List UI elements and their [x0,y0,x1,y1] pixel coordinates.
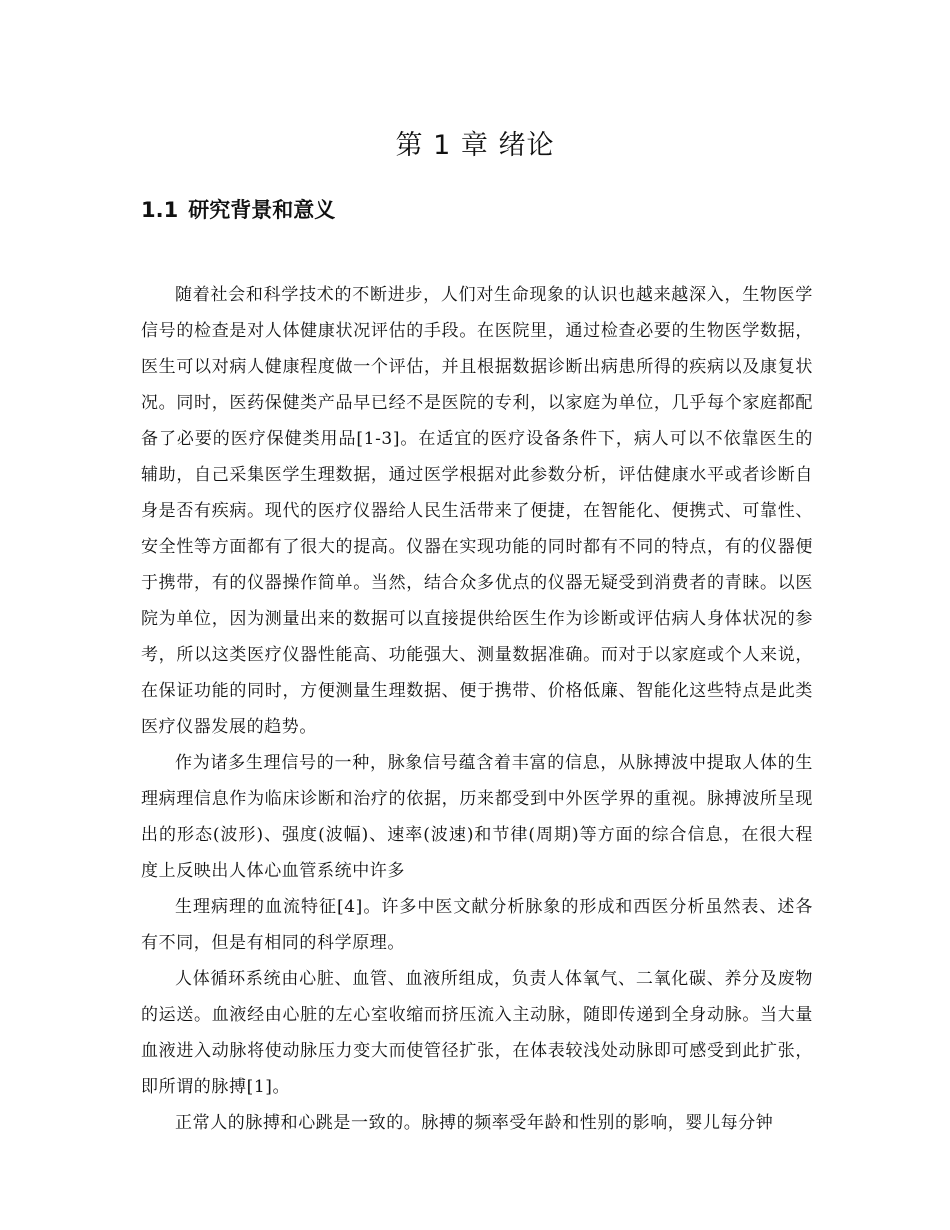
section-title: 研究背景和意义 [188,198,336,222]
paragraph: 生理病理的血流特征[4]。许多中医文献分析脉象的形成和西医分析虽然表、述各有不同，但是有相同的科学原理。 [141,897,813,953]
section-number: 1.1 [141,198,179,222]
section-heading [141,192,335,228]
paragraph: 作为诸多生理信号的一种，脉象信号蕴含着丰富的信息，从脉搏波中提取人体的生理病理信息作为临床诊断和治疗的依据，历来都受到中外医学界的重视。脉搏波所呈现出的形态(波形)、强度(波幅)、速率(波速)和节律(周期)等方面的综合信息，在很大程度上反映出人体心血管系统中许多 [141,753,813,881]
body-text [141,277,813,1141]
paragraph: 正常人的脉搏和心跳是一致的。脉搏的频率受年龄和性别的影响，婴儿每分钟 [175,1113,774,1133]
paragraph: 随着社会和科学技术的不断进步，人们对生命现象的认识也越来越深入，生物医学信号的检查是对人体健康状况评估的手段。在医院里，通过检查必要的生物医学数据，医生可以对病人健康程度做一个评估，并且根据数据诊断出病患所得的疾病以及康复状况。同时，医药保健类产品早已经不是医院的专利，以家庭为单位，几乎每个家庭都配备了必要的医疗保健类用品[1-3]。在适宜的医疗设备条件下，病人可以不依靠医生的辅助，自己采集医学生理数据，通过医学根据对此参数分析，评估健康水平或者诊断自身是否有疾病。现代的医疗仪器给人民生活带来了便捷，在智能化、便携式、可靠性、安全性等方面都有了很大的提高。仪器在实现功能的同时都有不同的特点，有的仪器便于携带，有的仪器操作简单。当然，结合众多优点的仪器无疑受到消费者的青睐。以医院为单位，因为测量出来的数据可以直接提供给医生作为诊断或评估病人身体状况的参考，所以这类医疗仪器性能高、功能强大、测量数据准确。而对于以家庭或个人来说，在保证功能的同时，方便测量生理数据、便于携带、价格低廉、智能化这些特点是此类医疗仪器发展的趋势。 [141,285,813,737]
paragraph: 人体循环系统由心脏、血管、血液所组成，负责人体氧气、二氧化碳、养分及废物的运送。血液经由心脏的左心室收缩而挤压流入主动脉，随即传递到全身动脉。当大量血液进入动脉将使动脉压力变大而使管径扩张，在体表较浅处动脉即可感受到此扩张，即所谓的脉搏[1]。 [141,969,813,1097]
chapter-title: 第 1 章 绪论 [395,130,555,161]
